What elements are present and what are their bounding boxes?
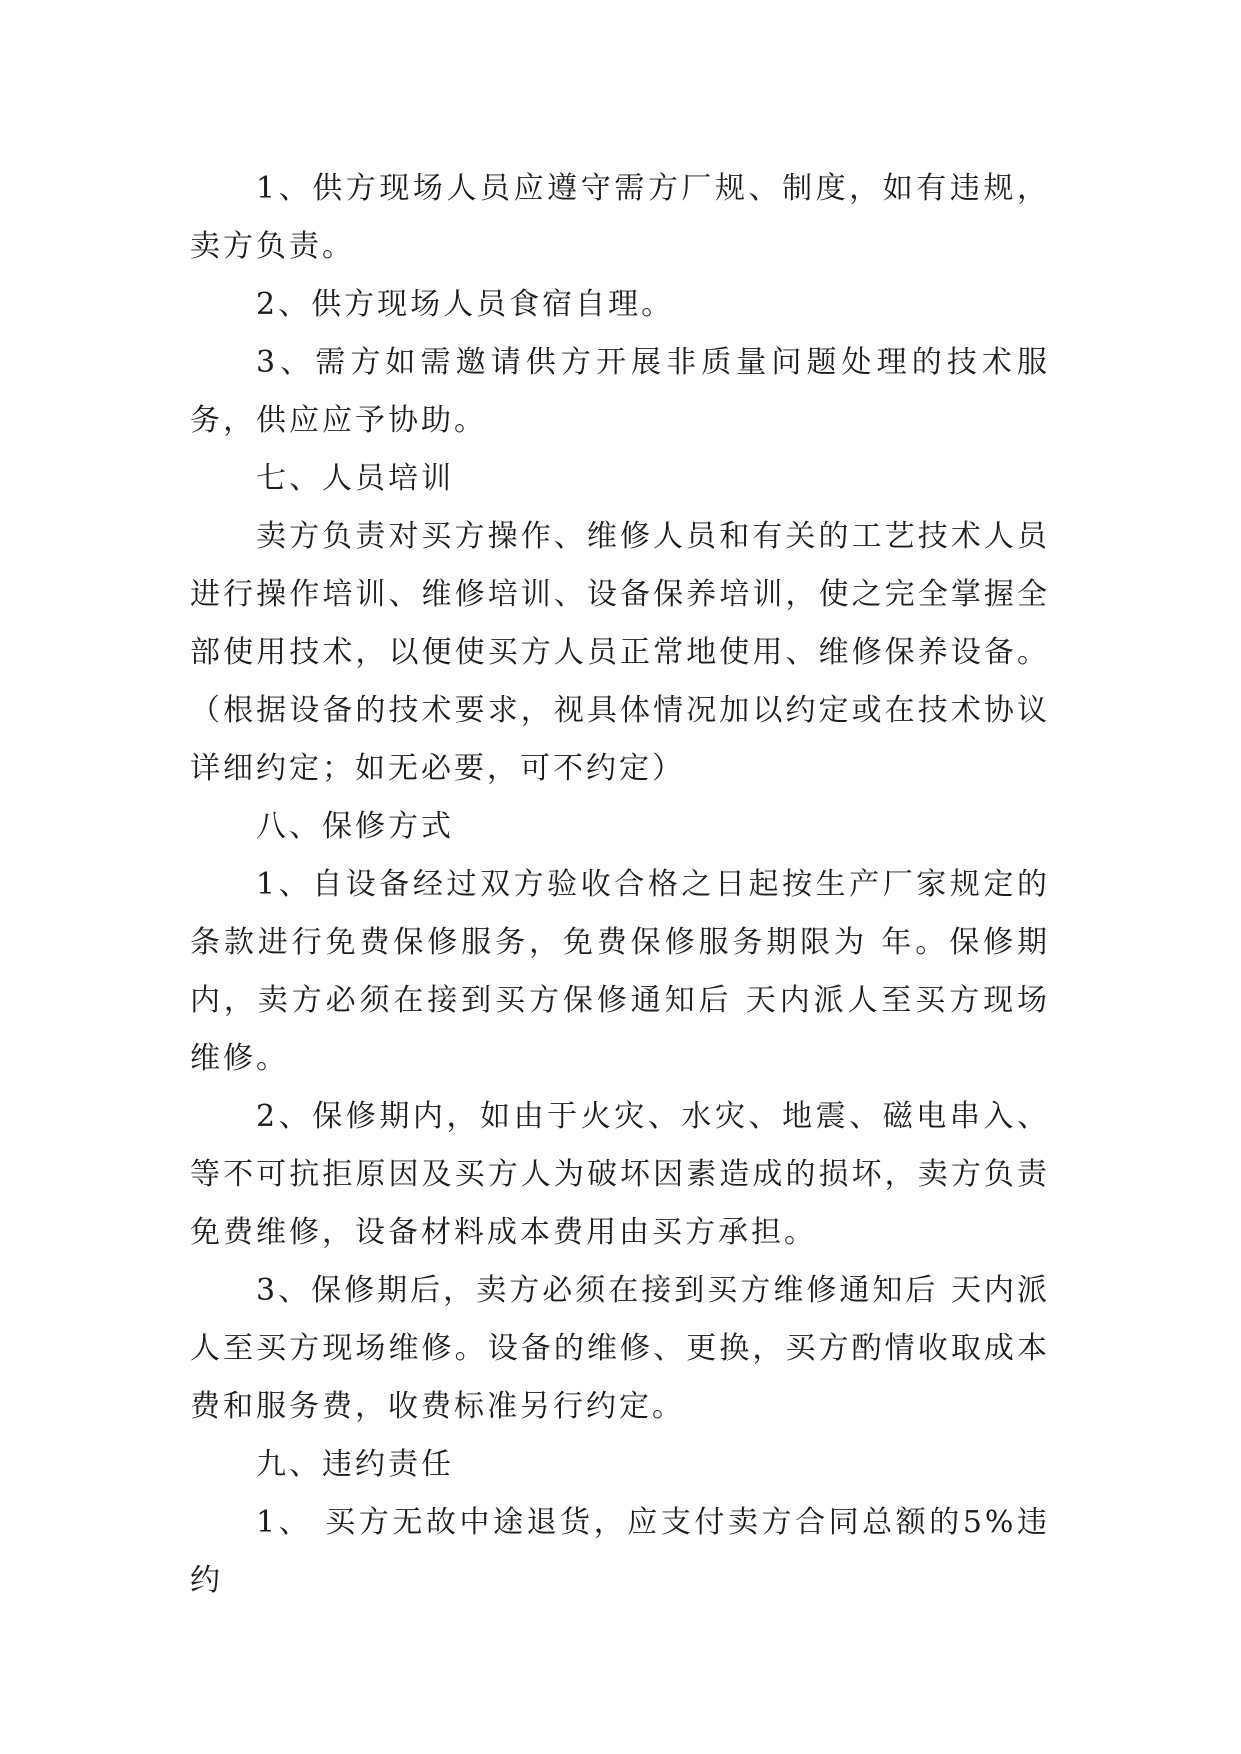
paragraph-warranty-2: 2、保修期内，如由于火灾、水灾、地震、磁电串入、等不可抗拒原因及买方人为破坏因素造成的损坏，卖方负责免费维修，设备材料成本费用由买方承担。 [190, 1099, 1050, 1250]
paragraph-item-2: 2、供方现场人员食宿自理。 [256, 287, 675, 322]
section-heading-8: 八、保修方式 [256, 809, 454, 844]
document-body [190, 160, 1050, 1610]
paragraph-warranty-1: 1、自设备经过双方验收合格之日起按生产厂家规定的条款进行免费保修服务，免费保修服务期限为 年。保修期内，卖方必须在接到买方保修通知后 天内派人至买方现场维修。 [190, 867, 1050, 1076]
paragraph-item-3: 3、需方如需邀请供方开展非质量问题处理的技术服务，供应应予协助。 [190, 345, 1050, 438]
paragraph-training: 卖方负责对买方操作、维修人员和有关的工艺技术人员进行操作培训、维修培训、设备保养培训，使之完全掌握全部使用技术，以便使买方人员正常地使用、维修保养设备。（根据设备的技术要求，视具体情况加以约定或在技术协议详细约定；如无必要，可不约定） [190, 519, 1050, 786]
paragraph-item-1: 1、供方现场人员应遵守需方厂规、制度，如有违规，卖方负责。 [190, 171, 1050, 264]
section-heading-9: 九、违约责任 [256, 1447, 454, 1482]
paragraph-liability-1: 1、 买方无故中途退货，应支付卖方合同总额的5%违约 [190, 1505, 1050, 1598]
paragraph-warranty-3: 3、保修期后，卖方必须在接到买方维修通知后 天内派人至买方现场维修。设备的维修、更换，买方酌情收取成本费和服务费，收费标准另行约定。 [190, 1273, 1050, 1424]
section-heading-7: 七、人员培训 [256, 461, 454, 496]
